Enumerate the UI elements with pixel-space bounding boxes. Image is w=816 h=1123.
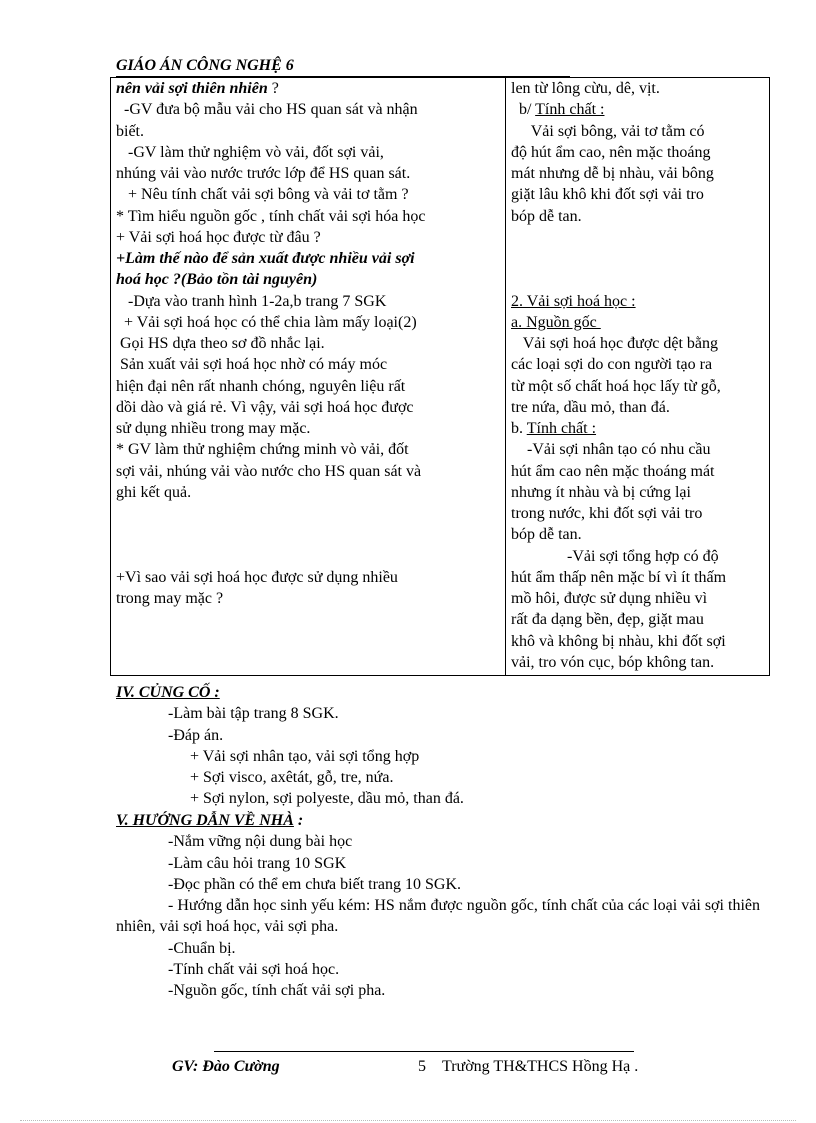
footer-divider — [214, 1051, 634, 1052]
text-line: -Vải sợi nhân tạo có nhu cầu — [511, 441, 711, 459]
text-line: khô và không bị nhàu, khi đốt sợi — [511, 632, 726, 650]
text-line: + Vải sợi hoá học được từ đâu ? — [116, 228, 321, 246]
text-line: b. Tính chất : — [511, 420, 597, 437]
guide-paragraph: - Hướng dẫn học sinh yếu kém: HS nắm được nguồn gốc, tính chất của các loại vải sợi thiên nhiên, vải sợi hoá học, vải sợi pha. — [116, 897, 760, 936]
text-line: độ hút ẩm cao, nên mặc thoáng — [511, 143, 711, 161]
list-item: + Sợi visco, axêtát, gỗ, tre, nứa. — [190, 769, 394, 786]
list-item: -Làm bài tập trang 8 SGK. — [168, 705, 339, 723]
text-line: len từ lông cừu, dê, vịt. — [511, 80, 660, 97]
subheading: a. Nguồn gốc — [511, 313, 601, 331]
text-line: * GV làm thử nghiệm chứng minh vò vải, đốt — [116, 441, 409, 459]
text-line: -GV đưa bộ mẫu vải cho HS quan sát và nhận — [116, 101, 418, 119]
text-line: bóp dễ tan. — [511, 207, 582, 225]
section-consolidation — [116, 682, 776, 810]
text-line: Vải sợi hoá học được dệt bằng — [511, 335, 719, 352]
text-line: sử dụng nhiều trong may mặc. — [116, 420, 311, 437]
content-cell — [506, 78, 770, 676]
text-line: rất đa dạng bền, đẹp, giặt mau — [511, 611, 704, 629]
text-line: mát nhưng dễ bị nhàu, vải bông — [511, 165, 714, 182]
list-item: -Tính chất vải sợi hoá học. — [168, 960, 340, 978]
text-line: + Vải sợi hoá học có thể chia làm mấy loại(2) — [116, 313, 417, 331]
list-item: -Làm câu hỏi trang 10 SGK — [168, 854, 347, 872]
text-line: mồ hôi, được sử dụng nhiều vì — [511, 590, 708, 607]
text-line: nên vải sợi thiên nhiên ? — [116, 80, 279, 97]
text-line: sợi vải, nhúng vải vào nước cho HS quan sát và — [116, 462, 422, 480]
lesson-table — [110, 77, 770, 676]
text-line: trong may mặc ? — [116, 590, 224, 607]
teacher-activity-cell — [111, 78, 506, 676]
text-line: bóp dễ tan. — [511, 526, 582, 544]
footer-teacher: GV: Đào Cường — [172, 1058, 280, 1075]
text-line: b/ Tính chất : — [511, 101, 605, 119]
list-item: -Nắm vững nội dung bài học — [168, 833, 353, 851]
text-line: hút ẩm thấp nên mặc bí vì ít thấm — [511, 568, 727, 586]
subheading: 2. Vải sợi hoá học : — [511, 292, 636, 310]
section-title: IV. CỦNG CỐ : — [116, 684, 220, 701]
text-line: Vải sợi bông, vải tơ tằm có — [511, 122, 705, 140]
footer-page-number: 5 — [418, 1058, 426, 1075]
text-line: từ một số chất hoá học lấy từ gỗ, — [511, 377, 721, 395]
section-homework — [116, 810, 760, 1001]
text-line: +Vì sao vải sợi hoá học được sử dụng nhiều — [116, 568, 398, 586]
text-line: +Làm thế nào để sản xuất được nhiều vải sợi — [116, 250, 415, 267]
list-item: -Nguồn gốc, tính chất vải sợi pha. — [168, 982, 386, 999]
list-item: -Đọc phần có thể em chưa biết trang 10 SGK. — [168, 875, 462, 893]
text-line: biết. — [116, 122, 144, 140]
list-item: -Đáp án. — [168, 726, 224, 744]
text-line: Sản xuất vải sợi hoá học nhờ có máy móc — [116, 356, 388, 374]
text-line: * Tìm hiểu nguồn gốc , tính chất vải sợi hóa học — [116, 207, 426, 225]
text-line: + Nêu tính chất vải sợi bông và vải tơ tằm ? — [116, 186, 409, 204]
text-line: tre nứa, dầu mỏ, than đá. — [511, 398, 670, 416]
footer-school: Trường TH&THCS Hồng Hạ . — [442, 1058, 639, 1075]
text-line: trong nước, khi đốt sợi vải tro — [511, 505, 703, 522]
text-line: hoá học ?(Bảo tồn tài nguyên) — [116, 271, 318, 289]
text-line: vải, tro vón cục, bóp không tan. — [511, 653, 715, 671]
page-edge-divider — [20, 1120, 796, 1121]
text-line: nhưng ít nhàu và bị cứng lại — [511, 483, 691, 501]
text-line: dồi dào và giá rẻ. Vì vậy, vải sợi hoá học được — [116, 398, 414, 416]
text-line: các loại sợi do con người tạo ra — [511, 356, 713, 374]
document-header — [116, 56, 570, 77]
header-title: GIÁO ÁN CÔNG NGHỆ 6 — [116, 57, 294, 74]
text-line: -GV làm thử nghiệm vò vải, đốt sợi vải, — [116, 143, 384, 161]
text-line: hiện đại nên rất nhanh chóng, nguyên liệu rất — [116, 377, 406, 395]
text-line: ghi kết quả. — [116, 483, 192, 501]
list-item: + Vải sợi nhân tạo, vải sợi tổng hợp — [190, 747, 420, 765]
list-item: -Chuẩn bị. — [168, 939, 236, 957]
text-line: Gọi HS dựa theo sơ đồ nhắc lại. — [116, 335, 325, 352]
text-line: -Dựa vào tranh hình 1-2a,b trang 7 SGK — [116, 292, 387, 310]
text-line: hút ẩm cao nên mặc thoáng mát — [511, 462, 715, 480]
text-line: nhúng vải vào nước trước lớp để HS quan sát. — [116, 165, 411, 182]
section-title: V. HƯỚNG DẪN VỀ NHÀ : — [116, 812, 304, 829]
list-item: + Sợi nylon, sợi polyeste, dầu mỏ, than đá. — [190, 790, 464, 808]
table-row — [111, 78, 770, 676]
text-line: -Vải sợi tổng hợp có độ — [511, 547, 719, 565]
text-line: giặt lâu khô khi đốt sợi vải tro — [511, 186, 704, 204]
